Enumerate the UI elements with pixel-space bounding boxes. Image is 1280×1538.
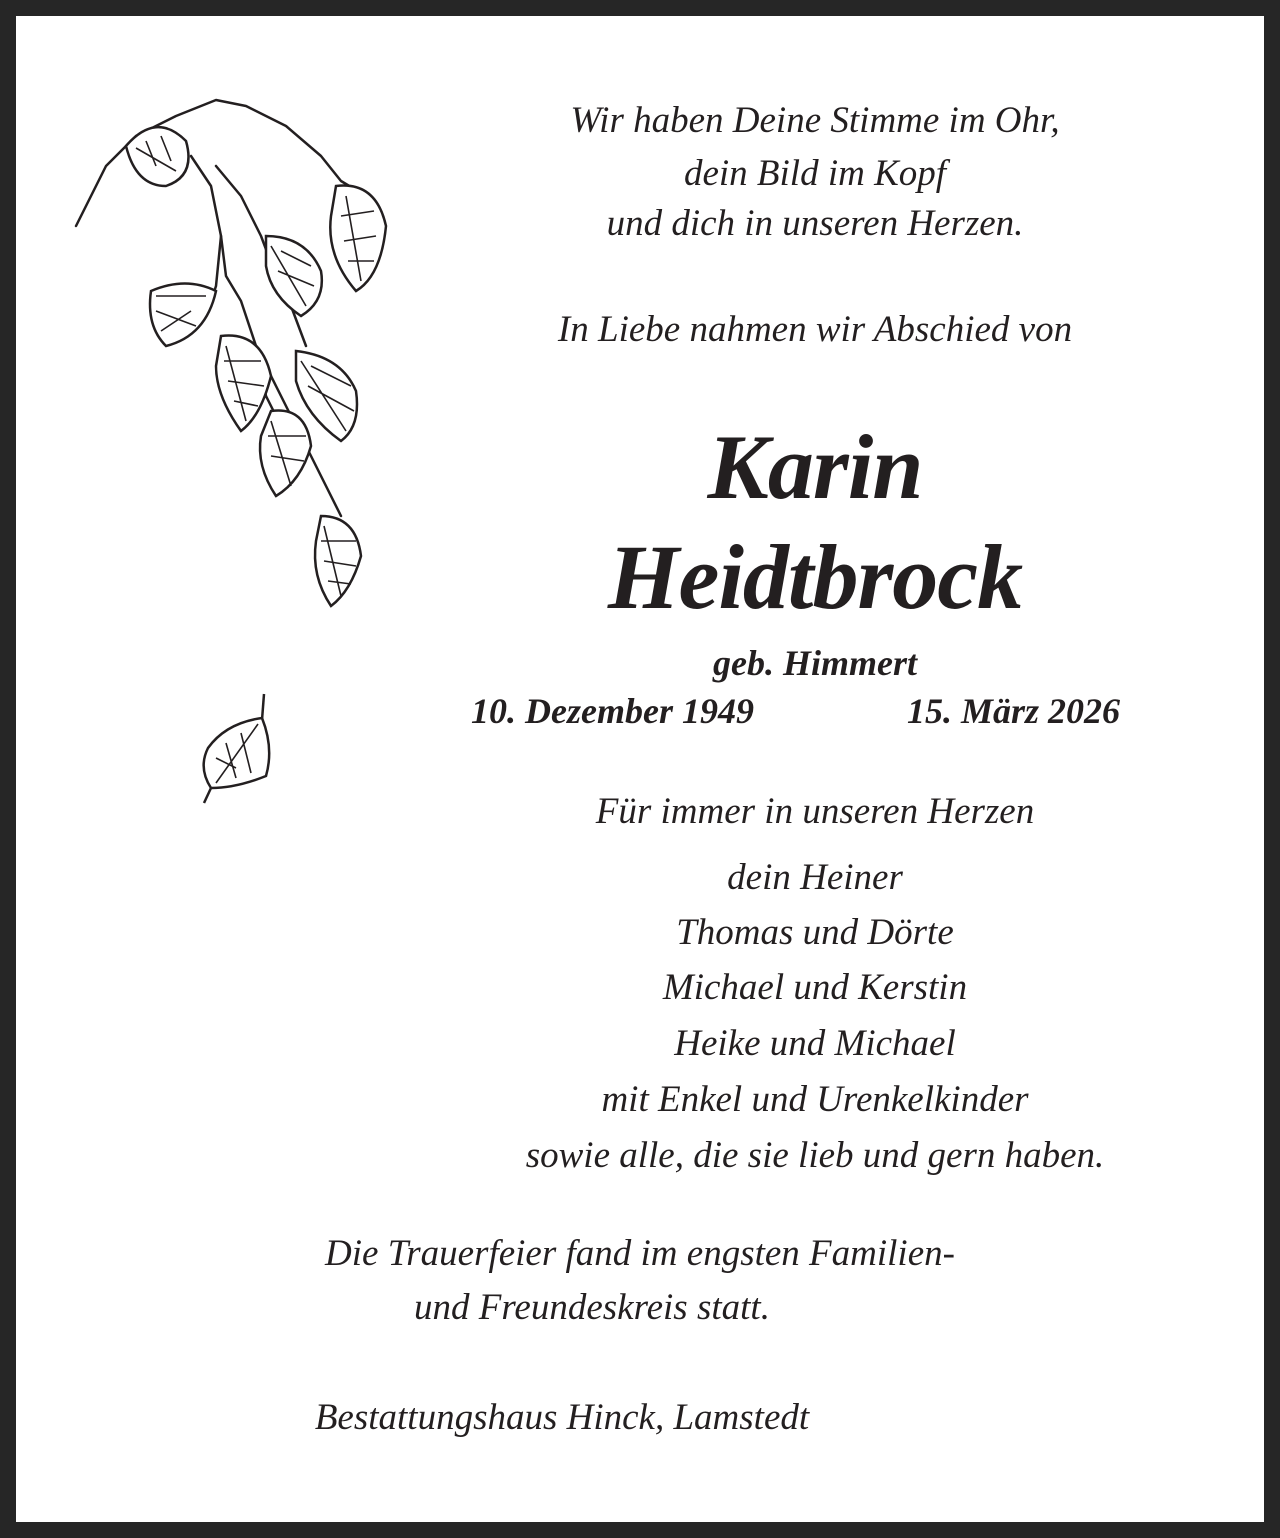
mourner: mit Enkel und Urenkelkinder [601,1079,1029,1120]
deceased-last-name: Heidtbrock [607,526,1023,628]
mourner: Heike und Michael [674,1023,956,1064]
birch-branch-illustration [56,86,396,626]
obituary-notice [16,16,1264,1522]
poem-line: dein Bild im Kopf [683,153,947,194]
deceased-first-name: Karin [707,416,923,518]
mourner: Michael und Kerstin [662,967,968,1008]
birth-date: 10. Dezember 1949 [471,691,754,731]
mourner: Thomas und Dörte [676,912,954,953]
ceremony-line: und Freundeskreis statt. [414,1287,770,1328]
closing-line: Für immer in unseren Herzen [595,791,1035,832]
birth-name: geb. Himmert [713,643,917,683]
poem-line: und dich in unseren Herzen. [606,203,1024,244]
mourner: sowie alle, die sie lieb und gern haben. [525,1135,1105,1176]
intro-text: In Liebe nahmen wir Abschied von [557,309,1073,350]
mourner: dein Heiner [727,857,903,898]
ceremony-line: Die Trauerfeier fand im engsten Familien- [325,1233,955,1274]
poem-line: Wir haben Deine Stimme im Ohr, [570,100,1060,141]
death-date: 15. März 2026 [907,691,1121,731]
funeral-home: Bestattungshaus Hinck, Lamstedt [314,1397,810,1438]
falling-leaf-illustration [196,688,276,808]
life-dates [465,690,1165,734]
